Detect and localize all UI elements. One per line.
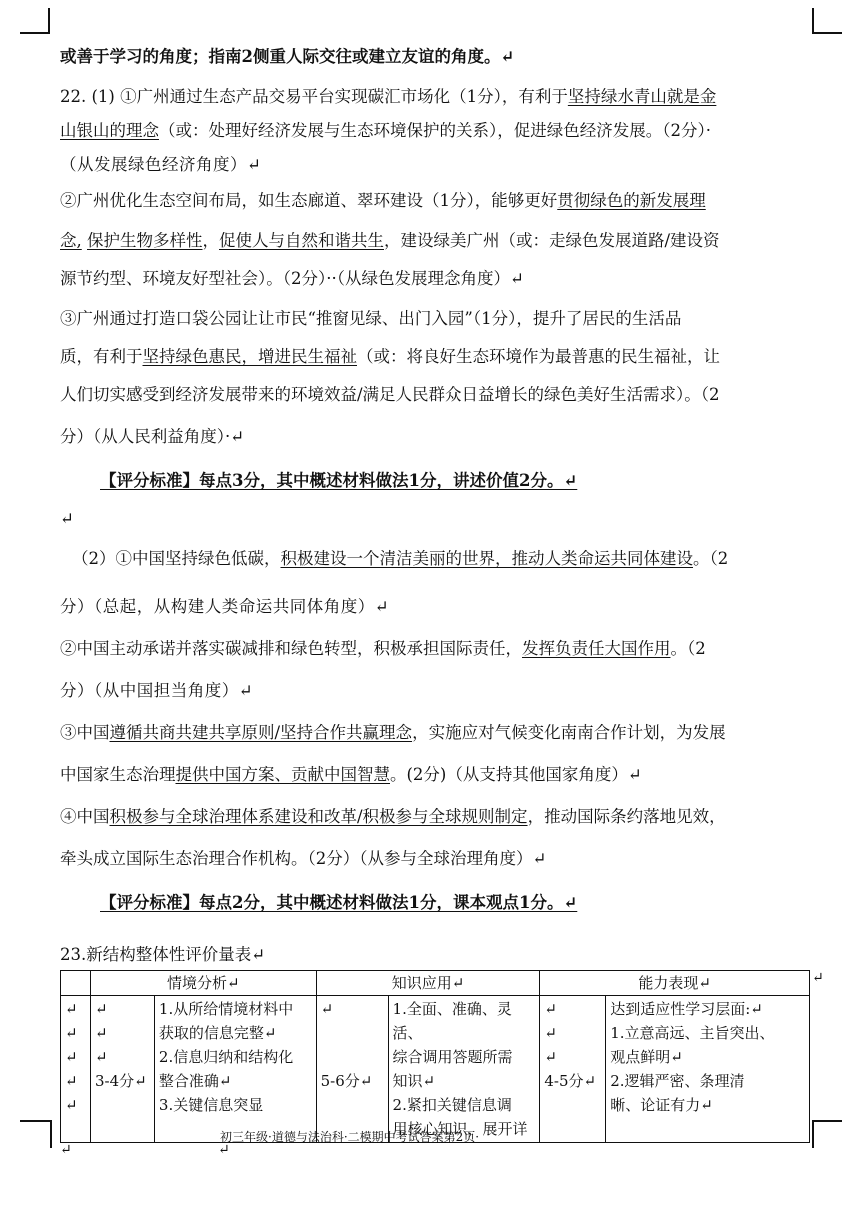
- crop-mark-top-right-h: [812, 32, 842, 34]
- question-23-title-text: 23.新结构整体性评价量表↵: [60, 945, 266, 964]
- rubric-ability-criteria: [606, 996, 810, 1143]
- line-20-underline: 积极参与全球治理体系建设和改革/积极参与全球规则制定: [109, 807, 528, 826]
- line-6-underline-b: 保护生物多样性: [87, 231, 203, 250]
- page-footer: 初三年级·道德与法治科·二模期中考试答案第2页·: [220, 1130, 480, 1144]
- question-23-title: [60, 940, 828, 970]
- ability-mark-1: ↵: [544, 1000, 557, 1018]
- line-13-mark: ↵: [60, 509, 74, 528]
- line-6-text: ，建设绿美广州（或：走绿色发展道路/建设资: [384, 231, 720, 250]
- text-line-9: [60, 342, 828, 372]
- line-14-text-b: 。（2: [693, 549, 729, 568]
- text-line-13: [60, 504, 828, 534]
- line-15-text: 分）（总起，从构建人类命运共同体角度）↵: [60, 597, 390, 616]
- scoring-standard-1-text: 【评分标准】每点3分，其中概述材料做法1分，讲述价值2分。↵: [100, 471, 578, 490]
- rubric-table: [60, 970, 810, 1143]
- line-14-underline: 积极建设一个清洁美丽的世界，推动人类命运共同体建设: [280, 549, 693, 568]
- rubric-knowledge-criteria: [388, 996, 540, 1143]
- rubric-col-a: [61, 996, 91, 1143]
- line-19-underline: 提供中国方案、贡献中国智慧: [175, 765, 390, 784]
- knowledge-line-5: 用核心知识，展开详: [392, 1120, 528, 1138]
- line-20-text-a: ④中国: [60, 807, 110, 826]
- text-line-3: [60, 116, 828, 146]
- text-line-7: [60, 264, 828, 294]
- crop-mark-top-right-v: [812, 8, 814, 34]
- rubric-body-row: [61, 996, 810, 1143]
- text-line-8: [60, 304, 828, 334]
- line-18-text-a: ③中国: [60, 723, 110, 742]
- ability-mark-3: ↵: [544, 1048, 557, 1066]
- line-6-underline-a: 念,: [60, 231, 82, 250]
- text-line-18: [60, 718, 828, 748]
- ability-line-3: 观点鲜明↵: [610, 1048, 683, 1066]
- line-17-text: 分）（从中国担当角度）↵: [60, 681, 254, 700]
- knowledge-line-1: 1.全面、准确、灵活、: [392, 1000, 512, 1042]
- line-19-text-b: 。(2分)（从支持其他国家角度）↵: [390, 765, 642, 784]
- ability-mark-2: ↵: [544, 1024, 557, 1042]
- rubric-situation-criteria: [154, 996, 316, 1143]
- line-9-text-a: 质，有利于: [60, 347, 143, 366]
- line-10-text: 人们切实感受到经济发展带来的环境效益/满足人民群众日益增长的绿色美好生活需求）。（2: [60, 385, 720, 404]
- ability-line-1: 达到适应性学习层面:↵: [610, 1000, 763, 1018]
- situation-line-2: 获取的信息完整↵: [158, 1024, 277, 1042]
- col-a-mark-3: ↵: [65, 1048, 78, 1066]
- line-3-text: （或：处理好经济发展与生态环境保护的关系），促进绿色经济发展。（2分）·: [159, 121, 711, 140]
- line-18-underline: 遵循共商共建共享原则/坚持合作共赢理念: [109, 723, 413, 742]
- knowledge-score: 5-6分↵: [320, 1072, 373, 1090]
- col-a-mark-4: ↵: [65, 1072, 78, 1090]
- crop-mark-bottom-right-v: [812, 1120, 814, 1148]
- line-20-text-b: ，推动国际条约落地见效，: [527, 807, 726, 826]
- line-8-text: ③广州通过打造口袋公园让让市民“推窗见绿、出门入园”（1分），提升了居民的生活品: [60, 309, 682, 328]
- rubric-header-blank: [61, 971, 91, 996]
- rubric-ability-score: [540, 996, 606, 1143]
- ability-line-5: 晰、论证有力↵: [610, 1096, 713, 1114]
- col-a-mark-2: ↵: [65, 1024, 78, 1042]
- text-line-20: [60, 802, 828, 832]
- line-9-text-b: （或：将良好生态环境作为最普惠的民生福祉，让: [357, 347, 720, 366]
- situation-line-4: 整合准确↵: [158, 1072, 232, 1090]
- situation-mark-2: ↵: [94, 1024, 108, 1042]
- rubric-header-situation: 情境分析↵: [90, 971, 316, 996]
- situation-mark-1: ↵: [94, 1000, 108, 1018]
- text-line-15: [60, 592, 828, 622]
- line-16-text-a: ②中国主动承诺并落实碳减排和绿色转型，积极承担国际责任，: [60, 639, 522, 658]
- line-2-underline: 坚持绿水青山就是金: [567, 87, 717, 106]
- ability-line-4: 2.逻辑严密、条理清: [610, 1072, 745, 1090]
- situation-line-5: 3.关键信息突显: [158, 1096, 264, 1114]
- text-line-6: [60, 226, 828, 256]
- line-14-text-a: （2）①中国坚持绿色低碳，: [72, 549, 281, 568]
- rubric-header-row: [61, 971, 810, 996]
- bottom-mark-center: ↵: [218, 1142, 230, 1158]
- text-line-11: [60, 422, 828, 452]
- crop-mark-bottom-left-h: [20, 1120, 52, 1122]
- rubric-situation-score: [90, 996, 154, 1143]
- crop-mark-bottom-left-v: [50, 1120, 52, 1148]
- line-4-text: （从发展绿色经济角度）↵: [60, 155, 262, 174]
- scoring-standard-1: [100, 466, 828, 496]
- text-line-16: [60, 634, 828, 664]
- text-line-5: [60, 186, 828, 216]
- text-line-14: [72, 544, 828, 574]
- rubric-knowledge-score: [316, 996, 388, 1143]
- crop-mark-bottom-right-h: [812, 1120, 842, 1122]
- table-end-mark: ↵: [812, 970, 824, 986]
- rubric-header-ability: 能力表现↵: [540, 971, 810, 996]
- situation-line-3: 2.信息归纳和结构化: [158, 1048, 294, 1066]
- text-line-1: [60, 42, 828, 72]
- rubric-header-knowledge: 知识应用↵: [316, 971, 540, 996]
- scoring-standard-2-text: 【评分标准】每点2分，其中概述材料做法1分，课本观点1分。↵: [100, 893, 578, 912]
- scoring-standard-2: [100, 888, 828, 918]
- line-5-text: ②广州优化生态空间布局，如生态廊道、翠环建设（1分），能够更好: [60, 191, 558, 210]
- col-a-mark-5: ↵: [65, 1096, 78, 1114]
- line-19-text-a: 中国家生态治理: [60, 765, 176, 784]
- knowledge-line-2: 综合调用答题所需: [392, 1048, 513, 1066]
- knowledge-line-4: 2.紧扣关键信息调: [392, 1096, 512, 1114]
- crop-mark-top-left-v: [48, 8, 50, 34]
- line-2-text: 22. (1) ①广州通过生态产品交易平台实现碳汇市场化（1分），有利于: [60, 87, 568, 106]
- situation-score: 3-4分↵: [94, 1072, 147, 1090]
- line-1-text: 或善于学习的角度；指南2侧重人际交往或建立友谊的角度。↵: [60, 47, 515, 66]
- line-5-underline: 贯彻绿色的新发展理: [557, 191, 706, 210]
- bottom-mark-left: ↵: [60, 1142, 72, 1158]
- line-3-underline: 山银山的理念: [60, 121, 159, 140]
- crop-mark-top-left-h: [20, 32, 50, 34]
- text-line-19: [60, 760, 828, 790]
- knowledge-line-3: 知识↵: [392, 1072, 436, 1090]
- line-21-text: 牵头成立国际生态治理合作机构。（2分）（从参与全球治理角度）↵: [60, 849, 547, 868]
- knowledge-mark-1: ↵: [320, 1000, 334, 1018]
- line-6-underline-c: 促使人与自然和谐共生: [219, 231, 384, 250]
- ability-line-2: 1.立意高远、主旨突出、: [610, 1024, 775, 1042]
- line-9-underline: 坚持绿色惠民，增进民生福祉: [142, 347, 357, 366]
- line-11-text: 分）（从人民利益角度）·↵: [60, 427, 245, 446]
- text-line-2: [60, 82, 828, 112]
- col-a-mark-1: ↵: [65, 1000, 78, 1018]
- text-line-10: [60, 380, 828, 410]
- ability-score: 4-5分↵: [544, 1072, 597, 1090]
- line-7-text: 源节约型、环境友好型社会）。（2分）··（从绿色发展理念角度）↵: [60, 269, 524, 288]
- situation-mark-3: ↵: [94, 1048, 108, 1066]
- text-line-4: [60, 150, 828, 180]
- situation-line-1: 1.从所给情境材料中: [158, 1000, 294, 1018]
- line-6-comma: ，: [202, 231, 219, 250]
- text-line-17: [60, 676, 828, 706]
- text-line-21: [60, 844, 828, 874]
- line-18-text-b: ，实施应对气候变化南南合作计划，为发展: [412, 723, 726, 742]
- line-16-text-b: 。（2: [670, 639, 706, 658]
- line-16-underline: 发挥负责任大国作用: [522, 639, 671, 658]
